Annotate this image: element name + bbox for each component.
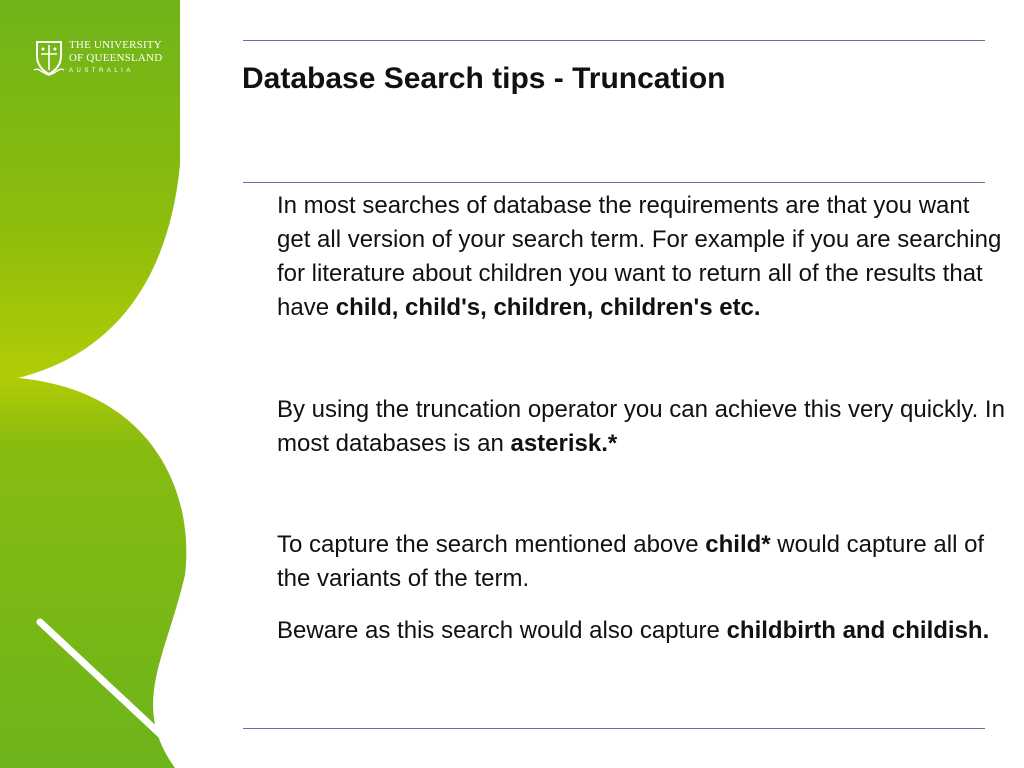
university-logo: [33, 40, 163, 80]
paragraph-4: [277, 614, 1005, 648]
logo-line-2: OF QUEENSLAND: [69, 52, 163, 64]
paragraph-1: [277, 189, 1005, 325]
top-divider: [243, 40, 985, 41]
paragraph-4-bold: childbirth and childish.: [726, 617, 990, 644]
logo-line-3: AUSTRALIA: [69, 68, 134, 74]
crest-icon: [33, 40, 65, 76]
logo-line-1: THE UNIVERSITY: [69, 39, 162, 51]
paragraph-2-text: By using the truncation operator you can achieve this very quickly. In most databases is an: [277, 396, 1005, 457]
paragraph-3-text-start: To capture the search mentioned above: [277, 531, 706, 558]
paragraph-4-text: Beware as this search would also capture: [277, 617, 727, 644]
slide-title: Database Search tips - Truncation: [242, 62, 726, 95]
slide-body: [277, 189, 1005, 648]
paragraph-1-bold: child, child's, children, children's etc.: [335, 294, 761, 321]
paragraph-1-text: In most searches of database the requirements are that you want get all version of your search term. For example if you are searching for literature about children you want to return all of the results that have: [277, 192, 1002, 321]
logo-wordmark: [69, 40, 162, 74]
paragraph-3: [277, 528, 1005, 596]
paragraph-2: [277, 393, 1005, 461]
paragraph-3-text-end: would capture all of the variants of the term.: [277, 531, 985, 592]
decorative-sidebar-art: [0, 0, 210, 768]
paragraph-3-bold: child*: [705, 531, 771, 558]
green-wave-shape: [0, 0, 186, 768]
bottom-divider: [243, 728, 985, 729]
middle-divider: [243, 182, 985, 183]
paragraph-2-bold: asterisk.*: [510, 430, 618, 457]
